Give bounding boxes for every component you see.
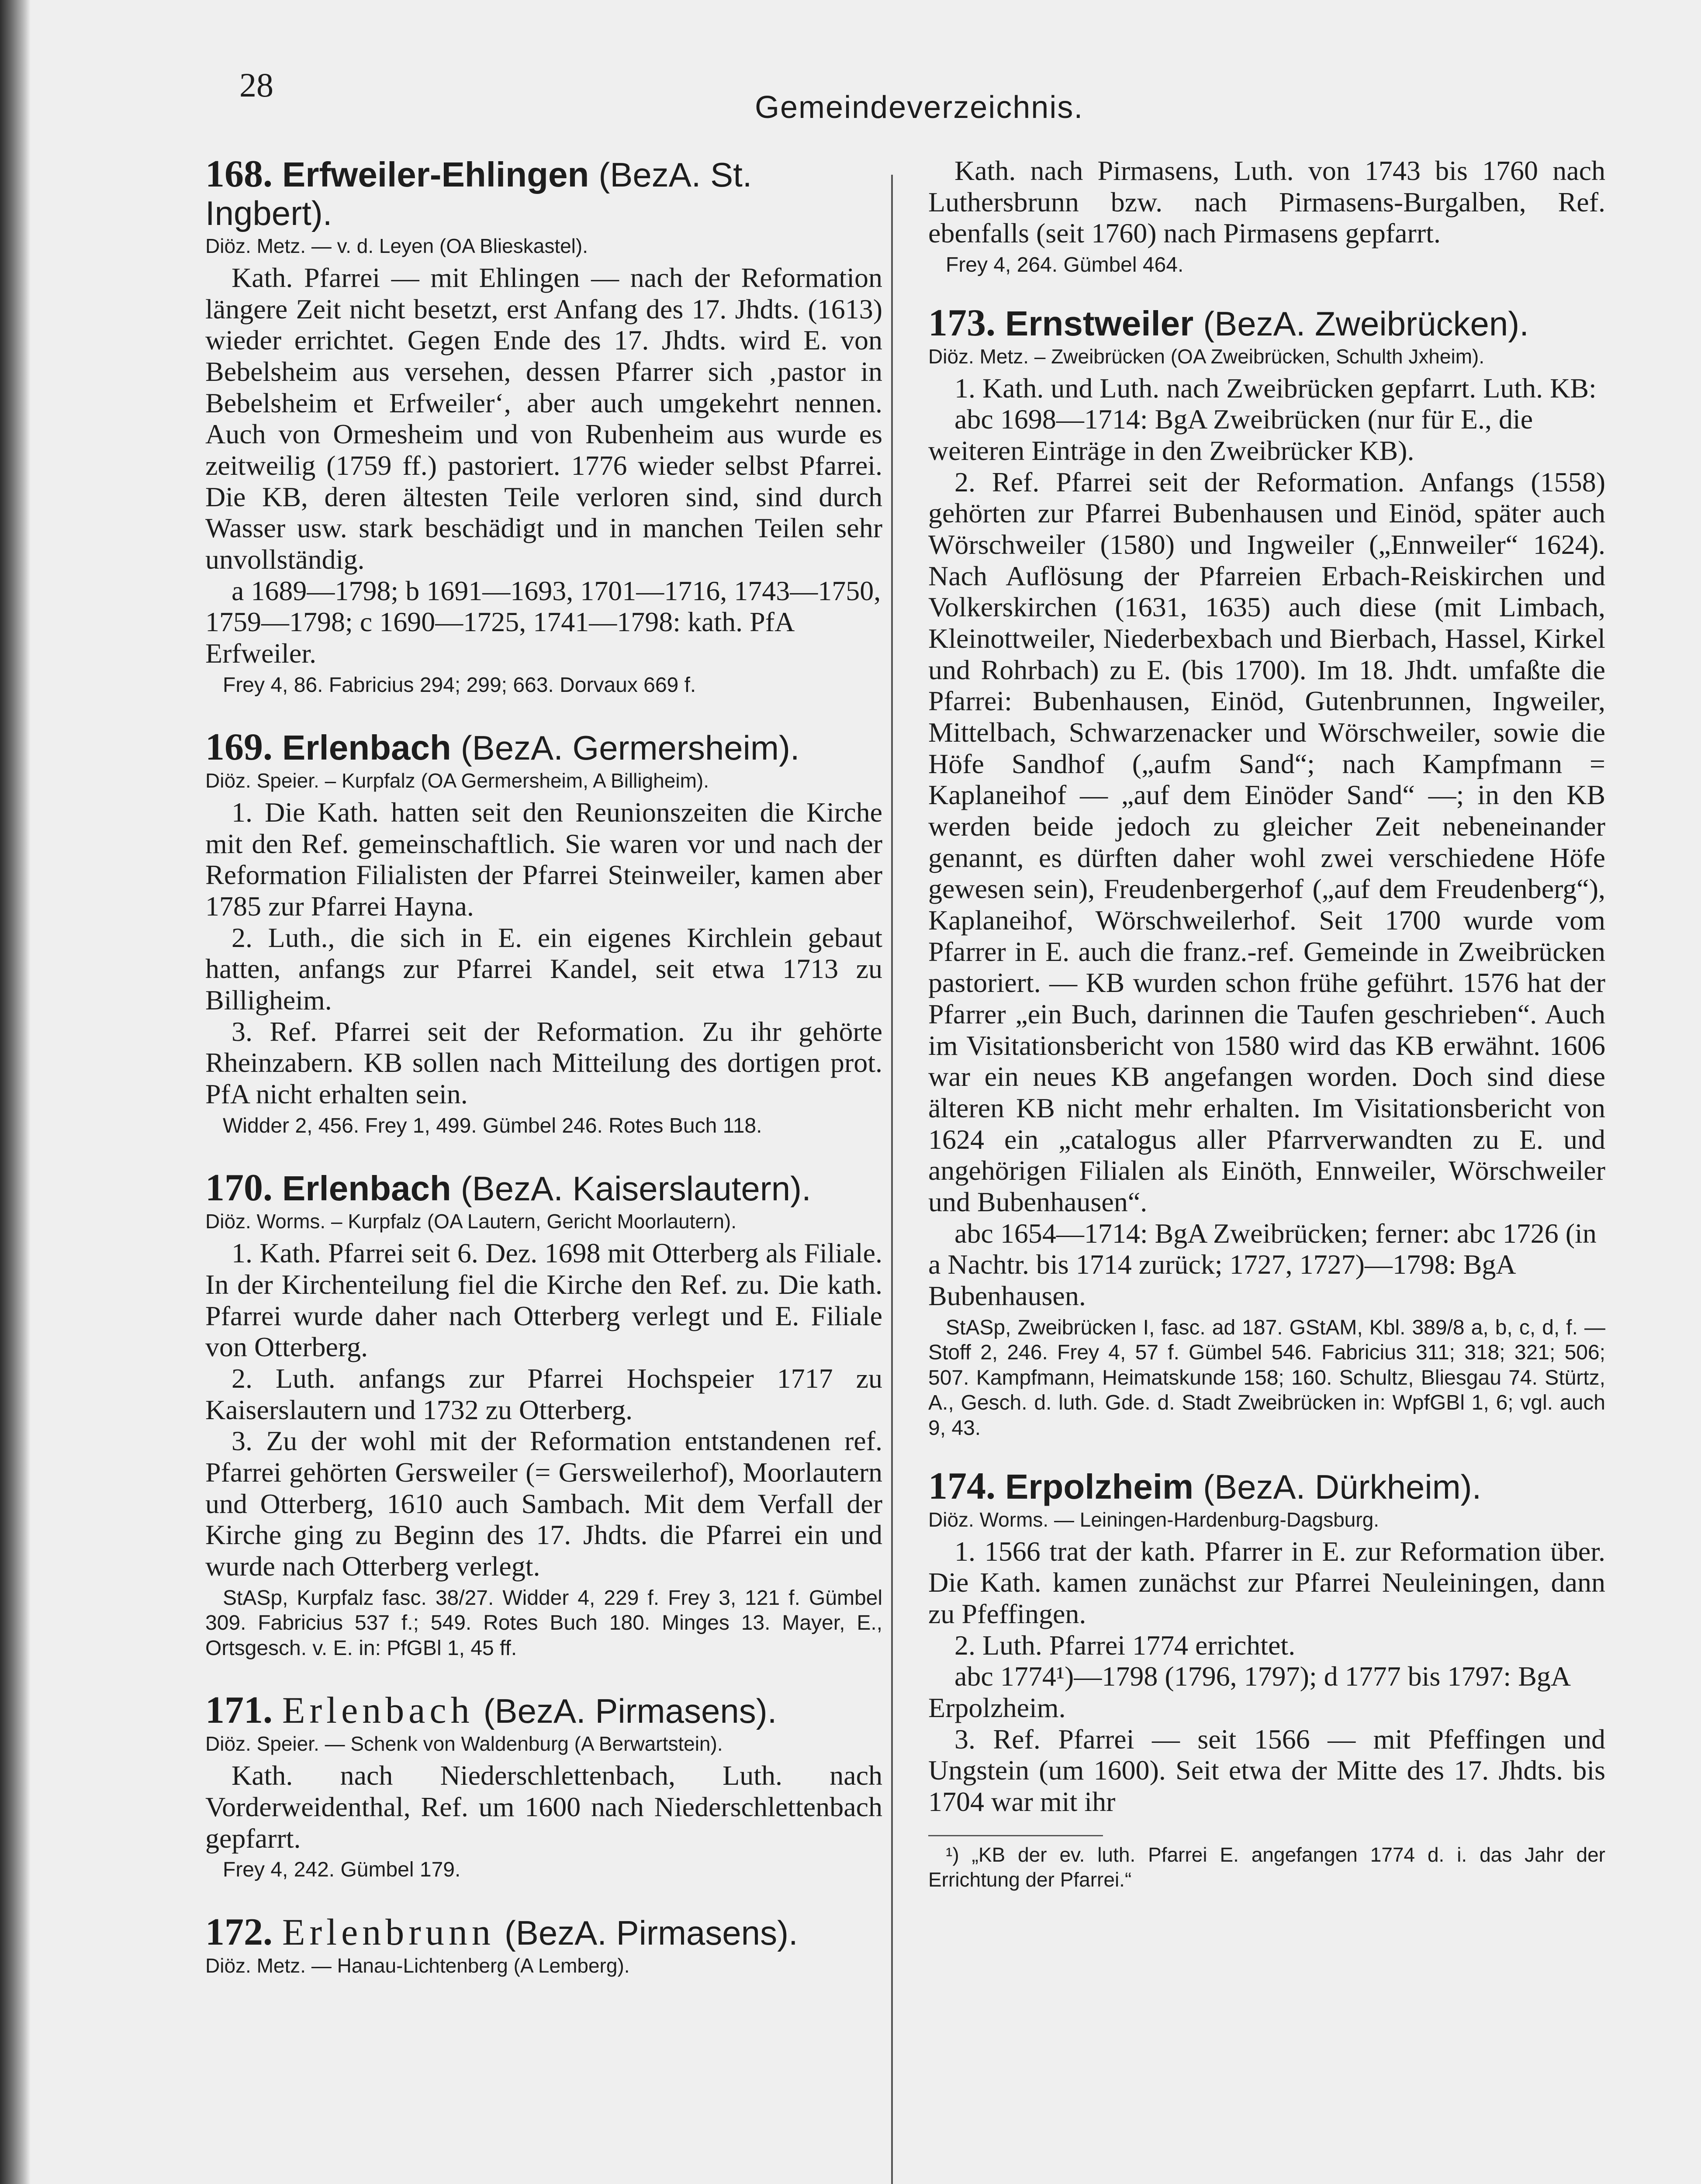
- entry-174-heading: [928, 1467, 1605, 1506]
- entry-169-p3: 3. Ref. Pfarrei seit der Reformation. Zu ihr gehörte Rheinzabern. KB sollen nach Mitteilung des dortigen prot. PfA nicht erhalten sein.: [205, 1016, 882, 1110]
- entry-173-diocese: Diöz. Metz. – Zweibrücken (OA Zweibrücken, Schulth Jxheim).: [928, 345, 1485, 368]
- entry-region: (BezA. Pirmasens).: [504, 1913, 798, 1952]
- entry-174-diocese: Diöz. Worms. — Leiningen-Hardenburg-Dagsburg.: [928, 1508, 1379, 1531]
- entry-number: 174.: [928, 1465, 996, 1507]
- entry-168-heading: [205, 155, 882, 232]
- entry-172-text: Kath. nach Pirmasens, Luth. von 1743 bis 1760 nach Luthersbrunn bzw. nach Pirmasens-Burgalben, Ref. ebenfalls (seit 1760) nach Pirmasens gepfarrt.: [928, 155, 1605, 249]
- entry-170-p2: 2. Luth. anfangs zur Pfarrei Hochspeier 1717 zu Kaiserslautern und 1732 zu Otterberg.: [205, 1363, 882, 1425]
- footnote: ¹) „KB der ev. luth. Pfarrei E. angefangen 1774 d. i. das Jahr der Errichtung der Pfarrei.“: [928, 1843, 1605, 1891]
- entry-173-p1: 1. Kath. und Luth. nach Zweibrücken gepfarrt. Luth. KB:: [954, 372, 1597, 404]
- entry-169-p2: 2. Luth., die sich in E. ein eigenes Kirchlein gebaut hatten, anfangs zur Pfarrei Kandel, seit etwa 1713 zu Billigheim.: [205, 922, 882, 1016]
- entry-173-kb: abc 1654—1714: BgA Zweibrücken; ferner: abc 1726 (in a Nachtr. bis 1714 zurück; 1727, 1727)—1798: BgA Bubenhausen.: [928, 1217, 1597, 1311]
- entry-region: (BezA. Dürkheim).: [1203, 1467, 1482, 1506]
- entry-169-diocese: Diöz. Speier. – Kurpfalz (OA Germersheim, A Billigheim).: [205, 769, 709, 792]
- entry-number: 173.: [928, 301, 996, 344]
- entry-174-p3: 3. Ref. Pfarrei — seit 1566 — mit Pfeffingen und Ungstein (um 1600). Seit etwa der Mitte des 17. Jhdts. bis 1704 war mit ihr: [928, 1723, 1605, 1817]
- entry-region: (BezA. Zweibrücken).: [1203, 304, 1529, 343]
- entry-region: (BezA. Kaiserslautern).: [460, 1169, 811, 1208]
- entry-number: 172.: [205, 1911, 273, 1953]
- entry-171-heading: [205, 1691, 882, 1730]
- entry-name: Erlenbrunn: [282, 1911, 495, 1953]
- entry-name: Erpolzheim: [1005, 1467, 1194, 1506]
- entry-170-diocese: Diöz. Worms. – Kurpfalz (OA Lautern, Gericht Moorlautern).: [205, 1210, 737, 1233]
- entry-name: Erfweiler-Ehlingen: [282, 155, 589, 194]
- entry-number: 169.: [205, 726, 273, 769]
- entry-168-diocese: Diöz. Metz. — v. d. Leyen (OA Blieskastel).: [205, 235, 588, 257]
- running-head: Gemeindeverzeichnis.: [755, 90, 1084, 125]
- entry-number: 170.: [205, 1167, 273, 1209]
- entry-173-p2: 2. Ref. Pfarrei seit der Reformation. Anfangs (1558) gehörten zur Pfarrei Bubenhausen und Einöd, später auch Wörschweiler (1580) und Ingweiler („Ennweiler“ 1624). Nach Auflösung der Pfarreien Erbach-Reiskirchen und Volkerskirchen (1631, 1635) auch diese (mit Limbach, Kleinottweiler, Niederbexbach und Bierbach, Hassel, Kirkel und Rohrbach) zu E. (bis 1700). Im 18. Jhdt. umfaßte die Pfarrei: Bubenhausen, Einöd, Gutenbrunnen, Ingweiler, Mittelbach, Schwarzenacker und Wörschweiler, sowie die Höfe Sandhof („aufm Sand“; nach Kampfmann = Kaplaneihof — „auf dem Einöder Sand“ —; in den KB werden beide jedoch zu gleicher Zeit nebeneinander genannt, es dürften daher wohl zwei verschiedene Höfe gewesen sein), Freudenbergerhof („auf dem Freudenberg“), Kaplaneihof, Wörschweilerhof. Seit 1700 wurde vom Pfarrer in E. auch die franz.-ref. Gemeinde in Zweibrücken pastoriert. — KB wurden schon frühe geführt. 1576 hat der Pfarrer „ein Buch, darinnen die Taufen geschrieben“. Auch im Visitationsbericht von 1580 wird das KB erwähnt. 1606 war ein neues KB angefangen worden. Doch sind diese älteren KB nicht mehr erhalten. Im Visitationsbericht von 1624 ein „catalogus aller Pfarrverwandten zu E. und angehörigen Filialen als Einöth, Ennweiler, Wörschweiler und Bubenhausen“.: [928, 466, 1605, 1217]
- entry-171-refs: Frey 4, 242. Gümbel 179.: [223, 1858, 461, 1882]
- entry-region: (BezA. Germersheim).: [460, 729, 800, 767]
- entry-173-heading: [928, 301, 1605, 344]
- entry-name: Erlenbach: [282, 1689, 474, 1731]
- entry-173-refs: StASp, Zweibrücken I, fasc. ad 187. GStAM, Kbl. 389/8 a, b, c, d, f. — Stoff 2, 246. Frey 4, 57 f. Gümbel 546. Fabricius 311; 318; 321; 506; 507. Kampfmann, Heimatskunde 158; 160. Schultz, Bliesgau 74. Stürtz, A., Gesch. d. luth. Gde. d. Stadt Zweibrücken in: WpfGBl 1, 6; vgl. auch 9, 43.: [928, 1316, 1605, 1440]
- entry-173-p1-kb: abc 1698—1714: BgA Zweibrücken (nur für E., die weiteren Einträge in den Zweibrücker KB).: [928, 404, 1533, 466]
- entry-171-text: Kath. nach Niederschlettenbach, Luth. nach Vorderweidenthal, Ref. um 1600 nach Niederschlettenbach gepfarrt.: [205, 1760, 882, 1854]
- entry-170-p1: 1. Kath. Pfarrei seit 6. Dez. 1698 mit Otterberg als Filiale. In der Kirchenteilung fiel die Kirche den Ref. zu. Die kath. Pfarrei wurde daher nach Otterberg verlegt und E. Filiale von Otterberg.: [205, 1237, 882, 1363]
- entry-171-diocese: Diöz. Speier. — Schenk von Waldenburg (A Berwartstein).: [205, 1732, 723, 1755]
- entry-region: (BezA. Pirmasens).: [483, 1692, 777, 1731]
- entry-172-heading: [205, 1913, 882, 1952]
- right-column: [928, 155, 1605, 1893]
- entry-number: 168.: [205, 153, 273, 195]
- entry-number: 171.: [205, 1689, 273, 1732]
- entry-name: Erlenbach: [282, 728, 451, 767]
- entry-region: (BezA. St. Ingbert).: [205, 156, 752, 232]
- entry-172-diocese: Diöz. Metz. — Hanau-Lichtenberg (A Lemberg).: [205, 1954, 630, 1977]
- entry-174-p1: 1. 1566 trat der kath. Pfarrer in E. zur Reformation über. Die Kath. kamen zunächst zur Pfarrei Neuleiningen, dann zu Pfeffingen.: [928, 1535, 1605, 1629]
- left-column: [205, 155, 882, 1982]
- page-number: 28: [239, 66, 273, 104]
- column-divider: [891, 175, 893, 2184]
- entry-170-refs: StASp, Kurpfalz fasc. 38/27. Widder 4, 229 f. Frey 3, 121 f. Gümbel 309. Fabricius 537 f.; 549. Rotes Buch 180. Minges 13. Mayer, E., Ortsgesch. v. E. in: PfGBl 1, 45 ff.: [205, 1586, 882, 1660]
- entry-169-refs: Widder 2, 456. Frey 1, 499. Gümbel 246. Rotes Buch 118.: [223, 1114, 762, 1137]
- scan-edge-shadow: [0, 0, 31, 2184]
- entry-168-refs: Frey 4, 86. Fabricius 294; 299; 663. Dorvaux 669 f.: [223, 673, 696, 697]
- entry-168-kb: a 1689—1798; b 1691—1693, 1701—1716, 1743—1750, 1759—1798; c 1690—1725, 1741—1798: kath. PfA Erfweiler.: [205, 575, 881, 669]
- entry-174-p2-kb: abc 1774¹)—1798 (1796, 1797); d 1777 bis 1797: BgA Erpolzheim.: [928, 1661, 1570, 1723]
- entry-172-refs: Frey 4, 264. Gümbel 464.: [946, 253, 1184, 277]
- entry-name: Erlenbach: [282, 1169, 451, 1208]
- footnote-rule: [928, 1835, 1103, 1836]
- entry-name: Ernstweiler: [1005, 304, 1194, 343]
- entry-169-heading: [205, 728, 882, 767]
- entry-169-p1: 1. Die Kath. hatten seit den Reunionszeiten die Kirche mit den Ref. gemeinschaftlich. Sie waren vor und nach der Reformation Filialisten der Pfarrei Steinweiler, kamen aber 1785 zur Pfarrei Hayna.: [205, 797, 882, 922]
- entry-170-heading: [205, 1169, 882, 1207]
- entry-174-p2: 2. Luth. Pfarrei 1774 errichtet.: [954, 1629, 1296, 1661]
- entry-168-text: Kath. Pfarrei — mit Ehlingen — nach der Reformation längere Zeit nicht besetzt, erst Anfang des 17. Jhdts. (1613) wieder errichtet. Gegen Ende des 17. Jhdts. wird E. von Bebelsheim aus versehen, dessen Pfarrer sich ‚pastor in Bebelsheim et Erfweiler‘, aber auch umgekehrt nennen. Auch von Ormesheim und von Rubenheim aus wurde es zeitweilig (1759 ff.) pastoriert. 1776 wieder selbst Pfarrei. Die KB, deren ältesten Teile verloren sind, sind durch Wasser usw. stark beschädigt und in manchen Teilen sehr unvollständig.: [205, 262, 882, 575]
- entry-170-p3: 3. Zu der wohl mit der Reformation entstandenen ref. Pfarrei gehörten Gersweiler (= Gersweilerhof), Moorlautern und Otterberg, 1610 auch Sambach. Mit dem Verfall der Kirche ging zu Beginn des 17. Jhdts. die Pfarrei ein und wurde nach Otterberg verlegt.: [205, 1425, 882, 1582]
